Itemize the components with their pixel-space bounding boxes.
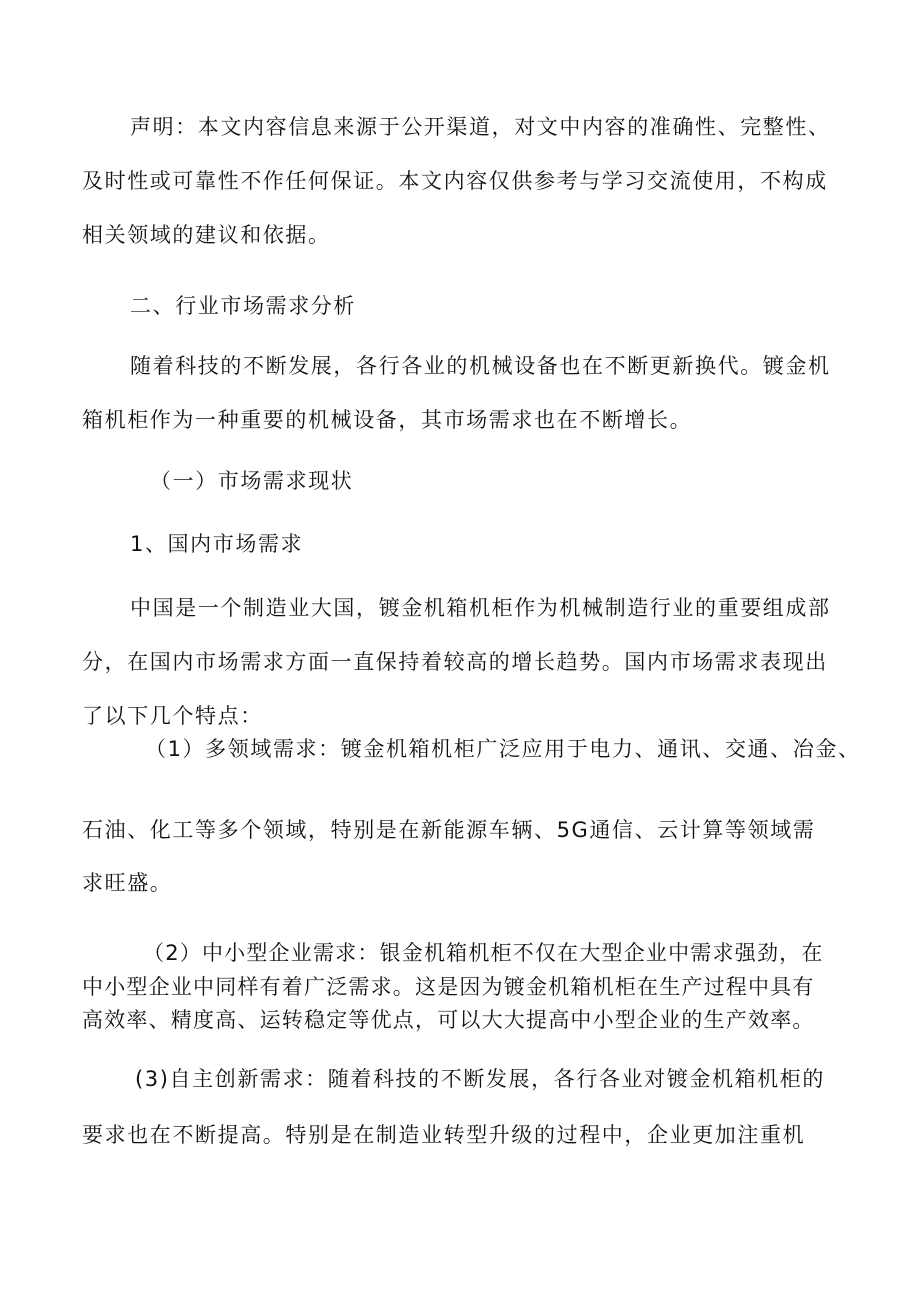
item-title: 1、国内市场需求 [130, 532, 304, 556]
domestic-line-1: 中国是一个制造业大国，镀金机箱机柜作为机械制造行业的重要组成部 [130, 596, 831, 620]
disclaimer-line-3: 相关领域的建议和依据。 [82, 223, 331, 247]
point2-line-2: 中小型企业中同样有着广泛需求。这是因为镀金机箱机柜在生产过程中具有 [82, 975, 815, 999]
domestic-line-2: 分，在国内市场需求方面一直保持着较高的增长趋势。国内市场需求表现出 [82, 650, 828, 674]
point2-line-1: （2）中小型企业需求：银金机箱机柜不仅在大型企业中需求强劲，在 [143, 941, 824, 965]
subsection-title: （一）市场需求现状 [150, 469, 354, 493]
domestic-line-3: 了以下几个特点： [82, 704, 263, 728]
intro-line-2: 箱机柜作为一种重要的机械设备，其市场需求也在不断增长。 [82, 408, 693, 432]
point1-line-2: 石油、化工等多个领域，特别是在新能源车辆、5G通信、云计算等领域需 [82, 818, 816, 842]
point1-line-3: 求旺盛。 [82, 871, 173, 895]
point3-line-2: 要求也在不断提高。特别是在制造业转型升级的过程中，企业更加注重机 [82, 1123, 806, 1147]
disclaimer-line-2: 及时性或可靠性不作任何保证。本文内容仅供参考与学习交流使用，不构成 [82, 169, 828, 193]
intro-line-1: 随着科技的不断发展，各行各业的机械设备也在不断更新换代。镀金机 [130, 354, 831, 378]
section-title: 二、行业市场需求分析 [130, 294, 356, 318]
point3-line-1: (3)自主创新需求：随着科技的不断发展，各行各业对镀金机箱机柜的 [135, 1067, 825, 1091]
point2-line-3: 高效率、精度高、运转稳定等优点，可以大大提高中小型企业的生产效率。 [82, 1008, 815, 1032]
disclaimer-line-1: 声明：本文内容信息来源于公开渠道，对文中内容的准确性、完整性、 [130, 115, 831, 139]
point1-line-1: （1）多领域需求：镀金机箱机柜广泛应用于电力、通讯、交通、冶金、 [145, 737, 861, 761]
